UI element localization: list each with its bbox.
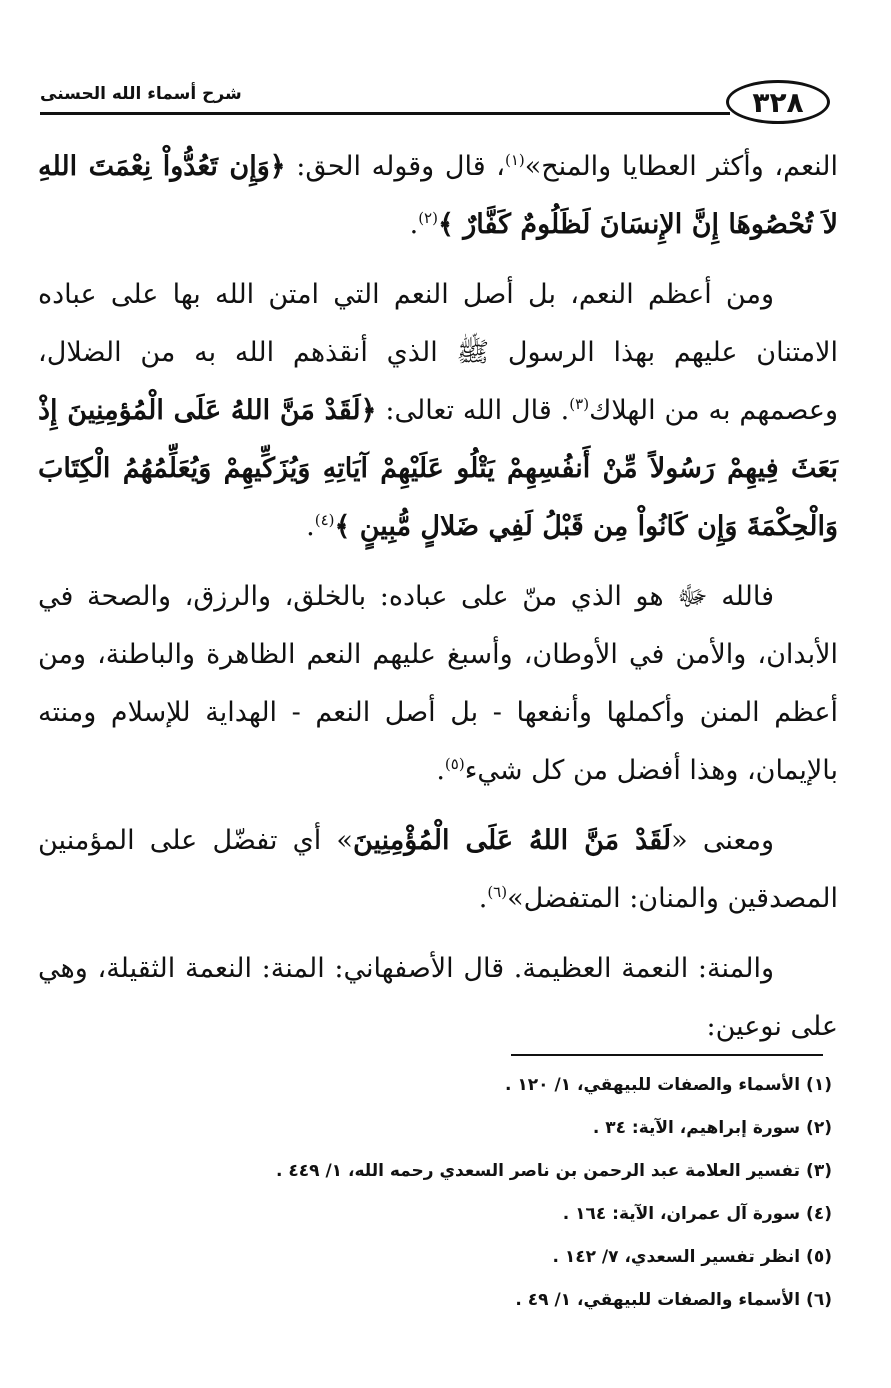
footnote-ref: (٦) (487, 883, 508, 901)
footnote-item (60, 1150, 832, 1193)
text-run: النعم، وأكثر العطايا والمنح» (524, 151, 838, 182)
header-rule (40, 112, 730, 115)
text-run: فالله ﷻ هو الذي منّ على عباده: بالخلق، والرزق، والصحة في الأبدان، والأمن في الأوطان، وأسبغ عليهم النعم الظاهرة والباطنة، ومن أعظم المنن وأكملها وأنفعها - بل أصل النعم - الهداية للإسلام ومنته بالإيمان، وهذا أفضل من كل شيء (38, 581, 838, 786)
running-title: شرح أسماء الله الحسنى (40, 84, 242, 104)
text-run: . قال الله تعالى: (376, 395, 570, 426)
footnote-text: سورة آل عمران، الآية: ١٦٤ . (562, 1204, 801, 1224)
footnote-number: (١) (806, 1075, 832, 1095)
text-run: » أي تفضّل على المؤمنين المصدقين والمنان: المتفضل» (38, 825, 838, 914)
text-run: . (436, 755, 445, 786)
footnote-number: (٤) (806, 1204, 832, 1224)
page-header (40, 78, 830, 128)
footnote-number: (٣) (806, 1161, 832, 1181)
footnote-text: سورة إبراهيم، الآية: ٣٤ . (592, 1118, 801, 1138)
paragraph-1 (38, 138, 838, 254)
text-run: ومعنى « (671, 825, 775, 856)
paragraph-5 (38, 940, 838, 1056)
main-text (38, 138, 838, 1068)
text-run: . (306, 511, 315, 542)
footnote-number: (٥) (806, 1247, 832, 1267)
quran-verse: ﴿وَإِن تَعُدُّواْ نِعْمَتَ اللهِ لاَ تُحْصُوهَا إِنَّ الإِنسَانَ لَظَلُومٌ كَفَّارٌ ﴾ (38, 151, 838, 240)
paragraph-4 (38, 812, 838, 928)
footnote-item (60, 1236, 832, 1279)
footnote-item (60, 1064, 832, 1107)
footnote-ref: (٢) (418, 209, 438, 227)
footnote-number: (٦) (806, 1290, 832, 1310)
footnote-text: الأسماء والصفات للبيهقي، ١/ ١٢٠ . (505, 1075, 801, 1095)
footnote-ref: (٣) (569, 395, 590, 413)
footnote-item (60, 1107, 832, 1150)
page-number: ٣٢٨ (726, 80, 830, 124)
footnote-ref: (٥) (444, 755, 465, 773)
paragraph-2 (38, 266, 838, 556)
footnote-number: (٢) (806, 1118, 832, 1138)
footnote-ref: (١) (504, 151, 525, 169)
quran-verse: ﴿لَقَدْ مَنَّ اللهُ عَلَى الْمُؤمِنِينَ إِذْ بَعَثَ فِيهِمْ رَسُولاً مِّنْ أَنفُسِهِمْ يَتْلُو عَلَيْهِمْ آيَاتِهِ وَيُزَكِّيهِمْ وَيُعَلِّمُهُمُ الْكِتَابَ وَالْحِكْمَةَ وَإِن كَانُواْ مِن قَبْلُ لَفِي ضَلالٍ مُّبِينٍ ﴾ (38, 395, 838, 542)
text-run: ، قال وقوله الحق: (285, 151, 505, 182)
footnotes (60, 1064, 832, 1322)
footnote-text: الأسماء والصفات للبيهقي، ١/ ٤٩ . (515, 1290, 801, 1310)
text-run: . (409, 209, 419, 240)
footnote-text: انظر تفسير السعدي، ٧/ ١٤٢ . (552, 1247, 801, 1267)
text-run: . (478, 883, 488, 914)
footnote-text: تفسير العلامة عبد الرحمن بن ناصر السعدي رحمه الله، ١/ ٤٤٩ . (276, 1161, 801, 1181)
footnote-item (60, 1193, 832, 1236)
quran-phrase: لَقَدْ مَنَّ اللهُ عَلَى الْمُؤْمِنِينَ (352, 825, 672, 856)
paragraph-3 (38, 568, 838, 800)
footnote-ref: (٤) (314, 511, 335, 529)
text-run: ومن أعظم النعم، بل أصل النعم التي امتن الله بها على عباده الامتنان عليهم بهذا الرسول ﷺ الذي أنقذهم الله به من الضلال، وعصمهم به من الهلاك (38, 279, 838, 426)
footnote-separator (511, 1054, 823, 1056)
footnote-item (60, 1279, 832, 1322)
text-run: والمنة: النعمة العظيمة. قال الأصفهاني: المنة: النعمة الثقيلة، وهي على نوعين: (38, 953, 838, 1042)
